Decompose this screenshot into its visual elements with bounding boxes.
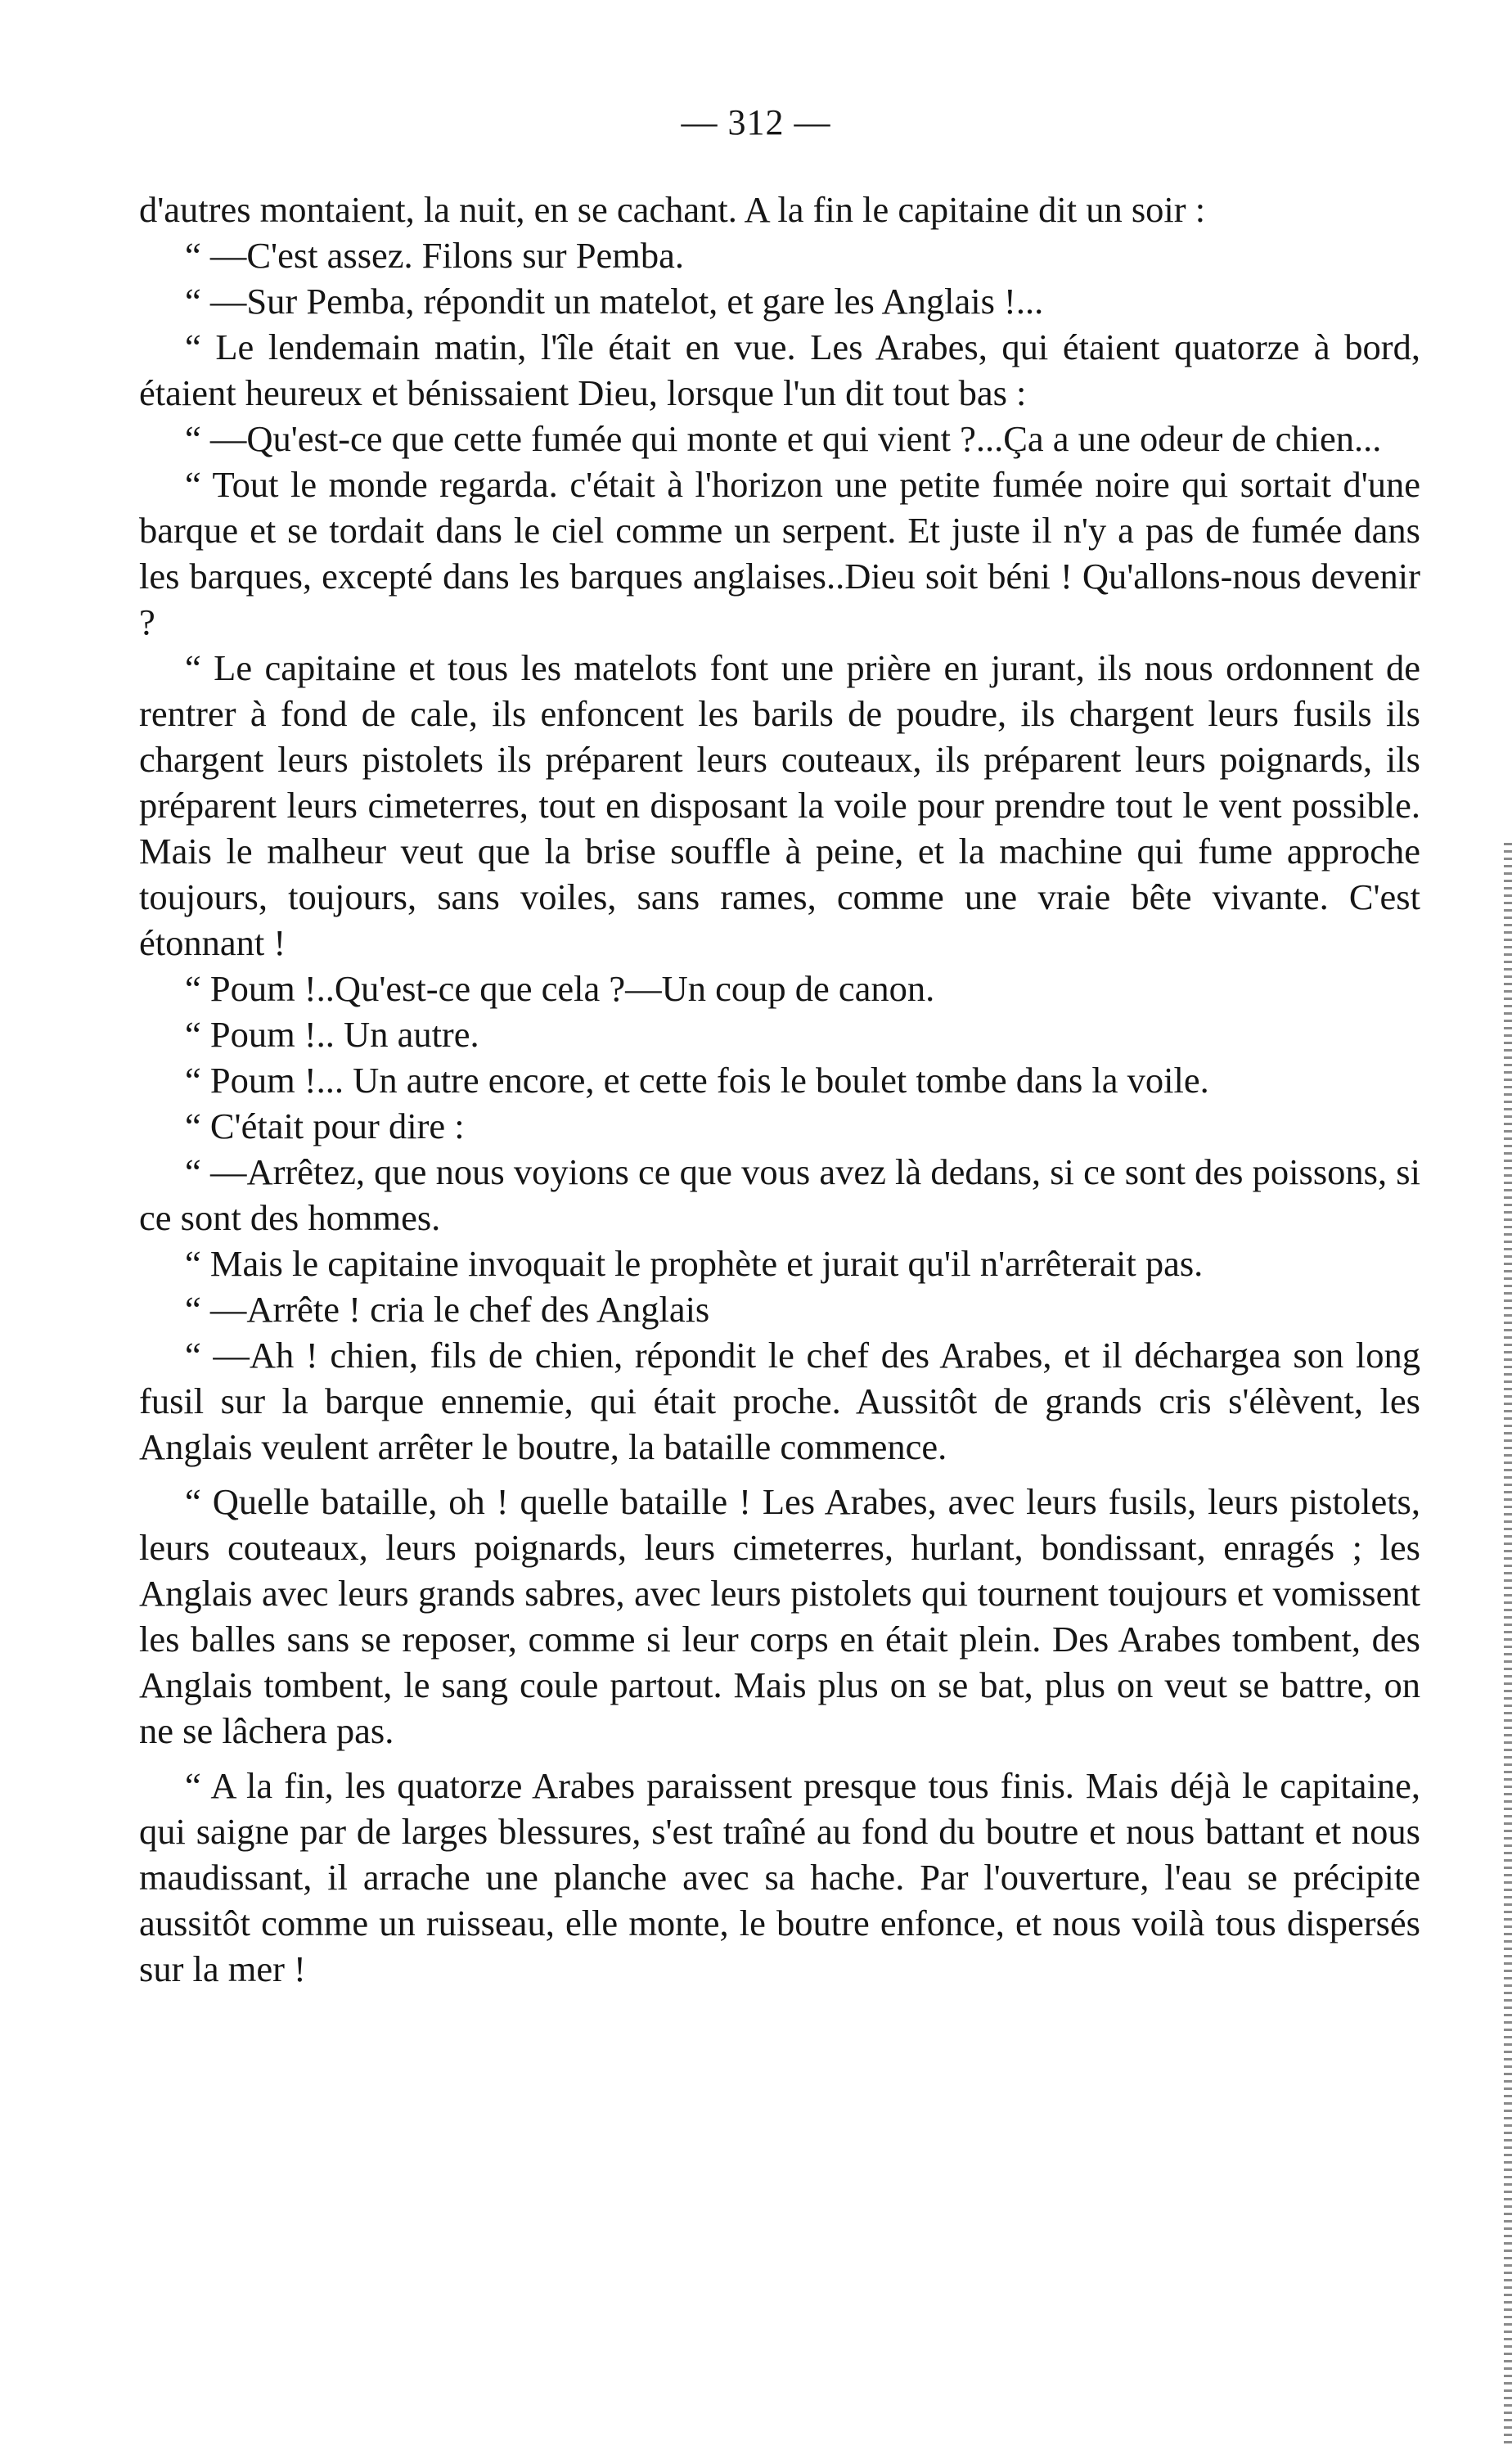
paragraph: “ Poum !..Qu'est-ce que cela ?—Un coup de canon.: [185, 968, 935, 1009]
paragraph: “ —Qu'est-ce que cette fumée qui monte et qui vient ?...Ça a une odeur de chien...: [185, 418, 1382, 459]
paragraph: “ —Arrêtez, que nous voyions ce que vous avez là dedans, si ce sont des poissons, si ce sont des hommes.: [139, 1151, 1420, 1238]
paragraph: “ —Arrête ! cria le chef des Anglais: [185, 1289, 710, 1330]
paragraph: “ A la fin, les quatorze Arabes paraissent presque tous finis. Mais déjà le capitaine, qui saigne par de larges blessures, s'est traîné au fond du boutre et nous battant et nous maudissant, il arrache une planche avec sa hache. Par l'ouverture, l'eau se précipite aussitôt comme un ruisseau, elle monte, le boutre enfonce, et nous voilà tous dispersés sur la mer !: [139, 1765, 1420, 1989]
paragraph: “ Mais le capitaine invoquait le prophète et jurait qu'il n'arrêterait pas.: [185, 1243, 1204, 1284]
body-text: [139, 187, 1420, 1992]
paragraph: “ —C'est assez. Filons sur Pemba.: [185, 235, 684, 276]
paragraph: “ C'était pour dire :: [185, 1106, 465, 1146]
paragraph: “ —Ah ! chien, fils de chien, répondit le chef des Arabes, et il déchargea son long fusil sur la barque ennemie, qui était proche. Aussitôt de grands cris s'élèvent, les Anglais veulent arrêter le boutre, la bataille commence.: [139, 1335, 1420, 1467]
page-number: — 312 —: [681, 102, 831, 142]
paragraph: “ Poum !.. Un autre.: [185, 1014, 479, 1055]
paragraph: d'autres montaient, la nuit, en se cachant. A la fin le capitaine dit un soir :: [139, 189, 1206, 230]
paragraph: “ Tout le monde regarda. c'était à l'horizon une petite fumée noire qui sortait d'une barque et se tordait dans le ciel comme un serpent. Et juste il n'y a pas de fumée dans les barques, excepté dans les barques anglaises..Dieu soit béni ! Qu'allons-nous devenir ?: [139, 464, 1420, 642]
paragraph: “ Quelle bataille, oh ! quelle bataille ! Les Arabes, avec leurs fusils, leurs pistolets, leurs couteaux, leurs poignards, leurs cimeterres, hurlant, bondissant, enragés ; les Anglais avec leurs grands sabres, avec leurs pistolets qui tournent toujours et vomissent les balles sans se reposer, comme si leur corps en était plein. Des Arabes tombent, des Anglais tombent, le sang coule partout. Mais plus on se bat, plus on veut se battre, on ne se lâchera pas.: [139, 1481, 1420, 1751]
scan-edge-marks: [1504, 843, 1512, 2447]
paragraph: “ Poum !... Un autre encore, et cette fois le boulet tombe dans la voile.: [185, 1060, 1209, 1101]
paragraph: “ —Sur Pemba, répondit un matelot, et gare les Anglais !...: [185, 281, 1044, 322]
paragraph: “ Le lendemain matin, l'île était en vue. Les Arabes, qui étaient quatorze à bord, étaient heureux et bénissaient Dieu, lorsque l'un dit tout bas :: [139, 327, 1420, 413]
paragraph: “ Le capitaine et tous les matelots font une prière en jurant, ils nous ordonnent de rentrer à fond de cale, ils enfoncent les barils de poudre, ils chargent leurs fusils ils chargent leurs pistolets ils préparent leurs couteaux, ils préparent leurs poignards, ils préparent leurs cimeterres, tout en disposant la voile pour prendre tout le vent possible. Mais le malheur veut que la brise souffle à peine, et la machine qui fume approche toujours, toujours, sans voiles, sans rames, comme une vraie bête vivante. C'est étonnant !: [139, 647, 1420, 963]
